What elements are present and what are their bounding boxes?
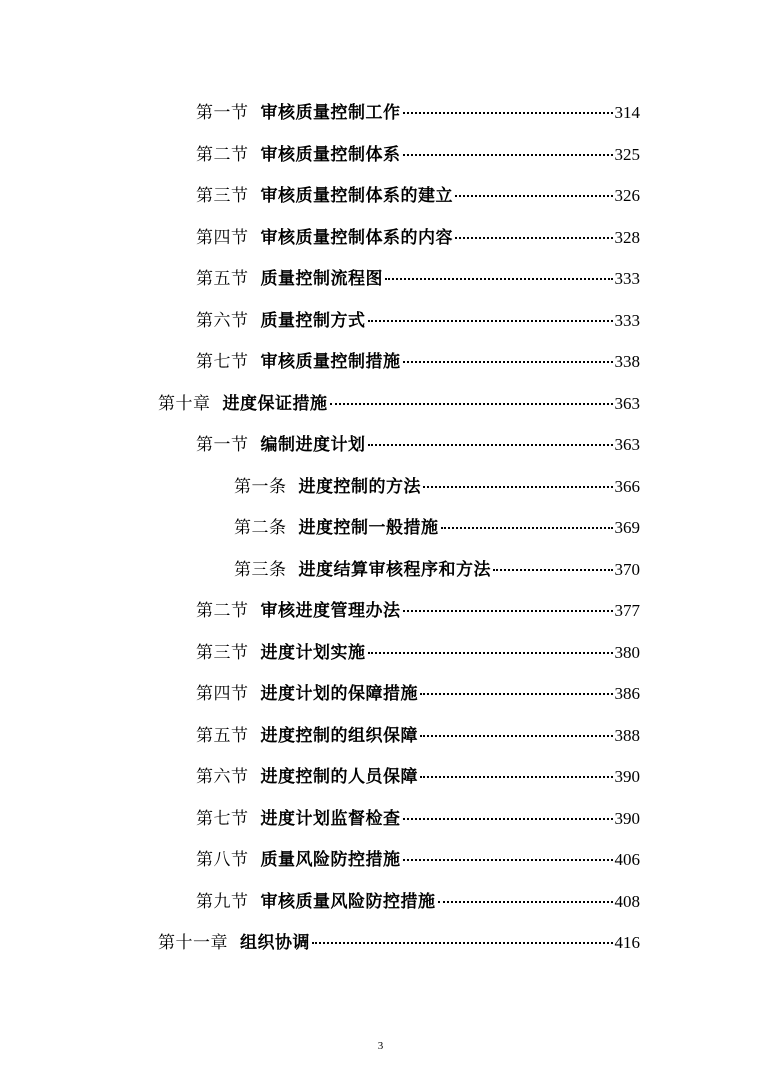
toc-entry[interactable] xyxy=(196,345,640,371)
toc-entry-title: 编制进度计划 xyxy=(260,435,366,455)
toc-entry-label: 第七节 xyxy=(196,352,249,372)
toc-entry-label: 第二节 xyxy=(196,601,249,621)
toc-entry-page: 363 xyxy=(614,435,640,454)
toc-entry-label: 第一节 xyxy=(196,103,249,123)
toc-chapter-entry[interactable] xyxy=(158,387,640,413)
toc-dot-leader xyxy=(455,175,613,197)
toc-entry-label: 第四节 xyxy=(196,228,249,248)
toc-entry[interactable] xyxy=(196,304,640,330)
toc-entry-label: 第六节 xyxy=(196,767,249,787)
toc-entry-title: 审核质量控制措施 xyxy=(260,352,401,372)
toc-entry-page: 406 xyxy=(614,850,640,869)
toc-entry-label: 第六节 xyxy=(196,311,249,331)
toc-dot-leader xyxy=(420,715,613,737)
toc-entry-title: 进度控制的组织保障 xyxy=(260,726,418,746)
toc-dot-leader xyxy=(403,341,613,363)
toc-entry-title: 审核质量控制工作 xyxy=(260,103,401,123)
toc-entry-page: 314 xyxy=(614,103,640,122)
toc-dot-leader xyxy=(420,756,613,778)
toc-entry-page: 366 xyxy=(614,477,640,496)
toc-sub-entry[interactable] xyxy=(234,511,640,537)
toc-entry-page: 369 xyxy=(614,518,640,537)
toc-entry[interactable] xyxy=(196,262,640,288)
toc-entry-title: 进度控制的方法 xyxy=(298,477,421,497)
toc-entry-label: 第五节 xyxy=(196,726,249,746)
toc-dot-leader xyxy=(403,134,613,156)
toc-entry-title: 审核质量控制体系 xyxy=(260,145,401,165)
toc-chapter-entry[interactable] xyxy=(158,926,640,952)
toc-entry[interactable] xyxy=(196,428,640,454)
toc-dot-leader xyxy=(330,383,613,405)
toc-dot-leader xyxy=(493,549,613,571)
toc-entry[interactable] xyxy=(196,96,640,122)
toc-entry-page: 333 xyxy=(614,311,640,330)
toc-entry-label: 第三节 xyxy=(196,186,249,206)
toc-entry-label: 第二节 xyxy=(196,145,249,165)
toc-entry-page: 408 xyxy=(614,892,640,911)
toc-entry-title: 进度结算审核程序和方法 xyxy=(298,560,491,580)
toc-entry-title: 质量控制方式 xyxy=(260,311,366,331)
toc-entry-label: 第八节 xyxy=(196,850,249,870)
toc-entry-page: 386 xyxy=(614,684,640,703)
toc-dot-leader xyxy=(368,632,613,654)
toc-entry-page: 390 xyxy=(614,767,640,786)
page-number: 3 xyxy=(377,1040,384,1052)
toc-entry-title: 审核质量风险防控措施 xyxy=(260,892,436,912)
toc-dot-leader xyxy=(403,92,613,114)
toc-entry-page: 325 xyxy=(614,145,640,164)
toc-entry-title: 审核质量控制体系的建立 xyxy=(260,186,453,206)
toc-dot-leader xyxy=(420,673,613,695)
toc-entry-title: 质量控制流程图 xyxy=(260,269,383,289)
toc-entry-page: 377 xyxy=(614,601,640,620)
toc-dot-leader xyxy=(368,424,613,446)
toc-entry-label: 第三节 xyxy=(196,643,249,663)
toc-dot-leader xyxy=(403,590,613,612)
toc-dot-leader xyxy=(312,922,613,944)
toc-dot-leader xyxy=(455,217,613,239)
toc-entry-page: 328 xyxy=(614,228,640,247)
toc-entry-page: 380 xyxy=(614,643,640,662)
toc-entry[interactable] xyxy=(196,677,640,703)
toc-entry-title: 进度计划监督检查 xyxy=(260,809,401,829)
toc-entry-page: 326 xyxy=(614,186,640,205)
toc-entry[interactable] xyxy=(196,179,640,205)
toc-entry[interactable] xyxy=(196,802,640,828)
toc-entry-page: 338 xyxy=(614,352,640,371)
toc-entry[interactable] xyxy=(196,843,640,869)
toc-entry-title: 审核质量控制体系的内容 xyxy=(260,228,453,248)
toc-entry[interactable] xyxy=(196,636,640,662)
toc-dot-leader xyxy=(385,258,613,280)
toc-entry-label: 第十一章 xyxy=(158,933,228,953)
toc-entry-title: 进度保证措施 xyxy=(222,394,328,414)
toc-entry-page: 370 xyxy=(614,560,640,579)
toc-dot-leader xyxy=(423,466,613,488)
toc-entry[interactable] xyxy=(196,719,640,745)
toc-entry-title: 组织协调 xyxy=(240,933,310,953)
toc-entry-label: 第一节 xyxy=(196,435,249,455)
toc-dot-leader xyxy=(368,300,613,322)
toc-entry-label: 第九节 xyxy=(196,892,249,912)
toc-entry-title: 质量风险防控措施 xyxy=(260,850,401,870)
toc-entry-title: 进度计划实施 xyxy=(260,643,366,663)
toc-entry[interactable] xyxy=(196,138,640,164)
toc-entry-title: 审核进度管理办法 xyxy=(260,601,401,621)
toc-entry-label: 第三条 xyxy=(234,560,287,580)
toc-entry[interactable] xyxy=(196,885,640,911)
toc-entry-title: 进度控制的人员保障 xyxy=(260,767,418,787)
toc-entry-page: 390 xyxy=(614,809,640,828)
toc-entry-label: 第十章 xyxy=(158,394,211,414)
toc-entry-page: 333 xyxy=(614,269,640,288)
toc-entry-page: 363 xyxy=(614,394,640,413)
toc-dot-leader xyxy=(438,881,613,903)
toc-entry-title: 进度控制一般措施 xyxy=(298,518,439,538)
toc-entry[interactable] xyxy=(196,221,640,247)
toc-entry-label: 第五节 xyxy=(196,269,249,289)
toc-entry-title: 进度计划的保障措施 xyxy=(260,684,418,704)
toc-entry-label: 第一条 xyxy=(234,477,287,497)
toc-entry-label: 第二条 xyxy=(234,518,287,538)
toc-entry[interactable] xyxy=(196,760,640,786)
toc-entry[interactable] xyxy=(196,594,640,620)
toc-entry-page: 388 xyxy=(614,726,640,745)
toc-dot-leader xyxy=(441,507,613,529)
toc-dot-leader xyxy=(403,839,613,861)
toc-sub-entry[interactable] xyxy=(234,553,640,579)
toc-entry-label: 第七节 xyxy=(196,809,249,829)
toc-sub-entry[interactable] xyxy=(234,470,640,496)
toc-entry-page: 416 xyxy=(614,933,640,952)
toc-entry-label: 第四节 xyxy=(196,684,249,704)
toc-dot-leader xyxy=(403,798,613,820)
